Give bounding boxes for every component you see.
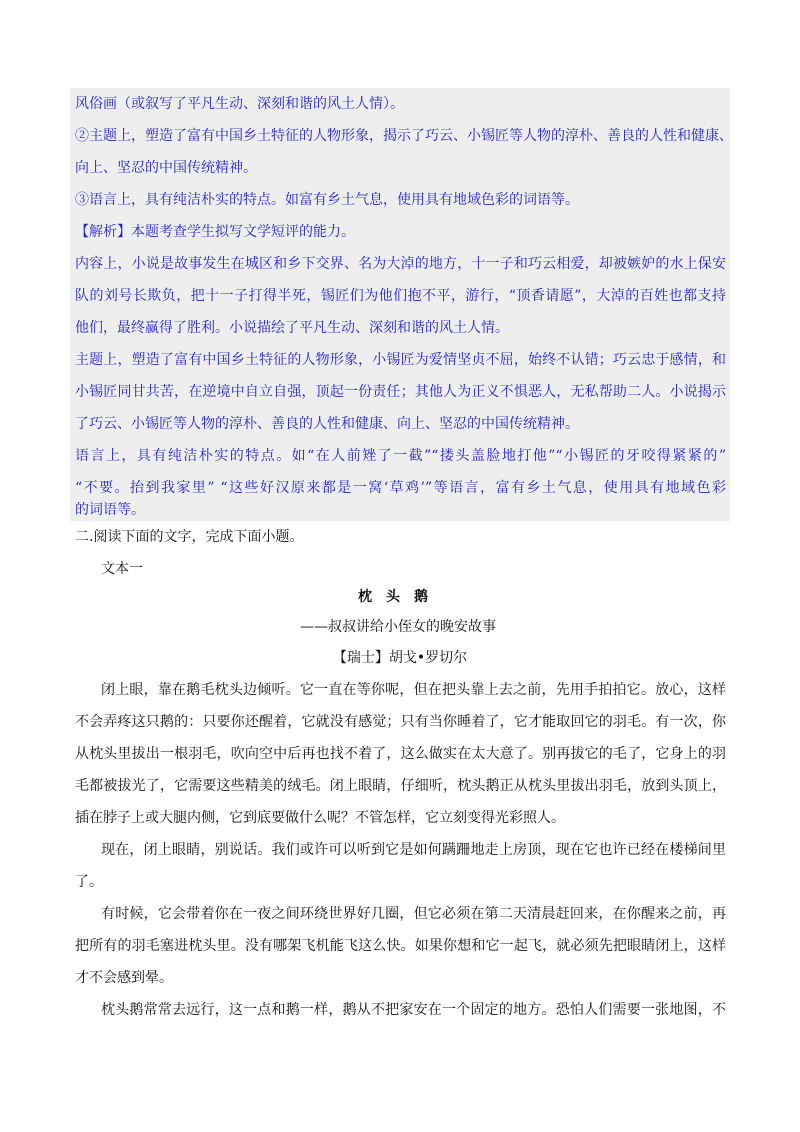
story-subtitle: ——叔叔讲给小侄女的晚安故事 [300, 619, 496, 635]
story-paragraph-line: 枕头鹅常常去远行，这一点和鹅一样，鹅从不把家安在一个固定的地方。恐怕人们需要一张地图，不 [101, 1002, 726, 1018]
answer-line: 的词语等。 [75, 502, 145, 518]
answer-line: ②主题上，塑造了富有中国乡土特征的人物形象，揭示了巧云、小锡匠等人物的淳朴、善良的人性和健康、 [75, 128, 733, 144]
answer-line: ③语言上，具有纯洁朴实的特点。如富有乡土气息，使用具有地域色彩的词语等。 [75, 192, 579, 208]
answer-line: 内容上，小说是故事发生在城区和乡下交界、名为大淖的地方，十一子和巧云相爱，却被嫉妒的水上保安 [75, 256, 726, 272]
answer-line: 小锡匠同甘共苦，在逆境中自立自强，顶起一份责任；其他人为正义不惧恶人，无私帮助二人。小说揭示 [75, 384, 726, 400]
answer-line: 主题上，塑造了富有中国乡土特征的人物形象，小锡匠为爱情坚贞不屈，始终不认错；巧云忠于感情，和 [75, 352, 726, 368]
story-paragraph-line: 闭上眼，靠在鹅毛枕头边倾听。它一直在等你呢，但在把头靠上去之前，先用手拍拍它。放心，这样 [101, 682, 726, 698]
answer-line: 了巧云、小锡匠等人物的淳朴、善良的人性和健康、向上、坚忍的中国传统精神。 [75, 416, 579, 432]
analysis-heading: 【解析】本题考查学生拟写文学短评的能力。 [75, 224, 355, 240]
story-title: 枕头鹅 [358, 589, 442, 605]
story-paragraph-line: 了。 [75, 874, 103, 890]
story-paragraph-line: 插在脖子上或大腿内侧，它到底要做什么呢？不管怎样，它立刻变得光彩照人。 [75, 810, 565, 826]
answer-line: 语言上，具有纯洁朴实的特点。如“在人前矬了一截”“搂头盖脸地打他”“小锡匠的牙咬得紧紧的” [75, 448, 726, 464]
text-label: 文本一 [101, 561, 143, 577]
story-paragraph-line: 从枕头里拔出一根羽毛，吹向空中后再也找不着了，这么做实在太大意了。别再拔它的毛了，它身上的羽 [75, 746, 726, 762]
story-paragraph-line: 不会弄疼这只鹅的：只要你还醒着，它就没有感觉；只有当你睡着了，它才能取回它的羽毛。有一次，你 [75, 714, 726, 730]
story-paragraph-line: 有时候，它会带着你在一夜之间环绕世界好几圈，但它必须在第二天清晨赶回来，在你醒来之前，再 [101, 906, 726, 922]
story-author: 【瑞士】胡戈•罗切尔 [332, 650, 468, 666]
answer-line: 风俗画（或叙写了平凡生动、深刻和谐的风土人情）。 [75, 96, 404, 112]
answer-line: “不要。抬到我家里” “这些好汉原来都是一窝‘草鸡’”等语言，富有乡土气息，使用具有地域色彩 [75, 480, 726, 496]
story-paragraph-line: 把所有的羽毛塞进枕头里。没有哪架飞机能飞这么快。如果你想和它一起飞，就必须先把眼睛闭上，这样 [75, 938, 726, 954]
answer-line: 向上、坚忍的中国传统精神。 [75, 160, 257, 176]
answer-line: 他们，最终赢得了胜利。小说描绘了平凡生动、深刻和谐的风土人情。 [75, 320, 509, 336]
answer-line: 队的刘号长欺负，把十一子打得半死，锡匠们为他们抱不平，游行，“顶香请愿”，大淖的百姓也都支持 [75, 288, 726, 304]
story-paragraph-line: 现在，闭上眼睛，别说话。我们或许可以听到它是如何蹒跚地走上房顶，现在它也许已经在楼梯间里 [101, 842, 726, 858]
story-paragraph-line: 才不会感到晕。 [75, 970, 173, 986]
section-heading: 二.阅读下面的文字，完成下面小题。 [75, 529, 304, 545]
story-paragraph-line: 毛都被拔光了，它需要这些精美的绒毛。闭上眼睛，仔细听，枕头鹅正从枕头里拔出羽毛，放到头顶上， [75, 778, 726, 794]
